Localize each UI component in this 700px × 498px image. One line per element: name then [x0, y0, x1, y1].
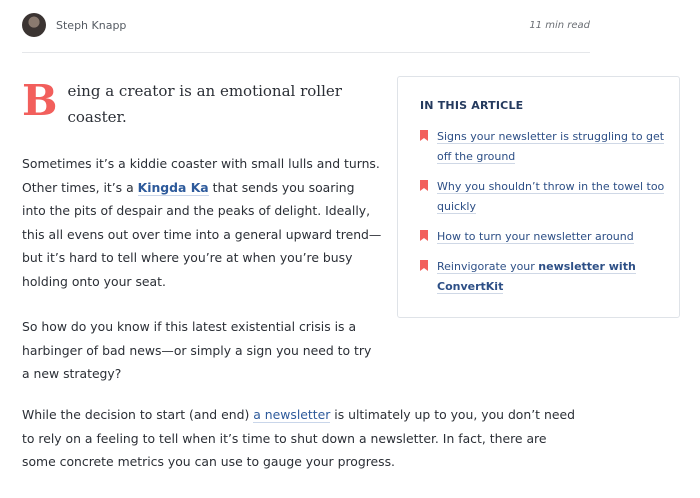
toc-item-label-bold[interactable]: newsletter with ConvertKit [437, 260, 636, 293]
table-of-contents [397, 76, 680, 318]
body-paragraph-2: So how do you know if this latest existential crisis is a harbinger of bad news—or simply a sign you need to try a new strategy? [22, 319, 372, 381]
toc-item-label[interactable]: Reinvigorate your [437, 260, 539, 273]
toc-item[interactable] [420, 227, 665, 247]
toc-item[interactable] [420, 127, 665, 167]
avatar[interactable] [22, 13, 46, 37]
bookmark-icon [420, 260, 428, 271]
read-time: 11 min read [529, 19, 590, 31]
toc-item[interactable] [420, 177, 665, 217]
toc-title: IN THIS ARTICLE [420, 99, 524, 112]
dropcap: B [22, 76, 58, 125]
lead-paragraph [22, 78, 372, 130]
toc-item[interactable] [420, 257, 665, 297]
bookmark-icon [420, 230, 428, 241]
bookmark-icon [420, 130, 428, 141]
toc-item-label[interactable]: Signs your newsletter is struggling to get off the ground [437, 130, 665, 163]
newsletter-link[interactable]: a newsletter [253, 407, 331, 422]
toc-list [420, 127, 665, 307]
toc-item-label[interactable]: Why you shouldn’t throw in the towel too quickly [437, 180, 665, 213]
body-paragraph-1 [22, 152, 382, 293]
lead-text: eing a creator is an emotional roller coaster. [67, 82, 342, 126]
author-name[interactable]: Steph Knapp [56, 18, 127, 32]
paragraph-text: Sometimes it’s a kiddie coaster with small lulls and turns. Other times, it’s a [22, 156, 380, 195]
paragraph-text: is ultimately up to you, you don’t need to rely on a feeling to tell when it’s time to shut down a newsletter. In fact, there are some concrete metrics you can use to gauge your progress. [22, 407, 575, 469]
bookmark-icon [420, 180, 428, 191]
kingda-ka-link[interactable]: Kingda Ka [137, 179, 209, 195]
author-row [22, 12, 590, 38]
paragraph-text: While the decision to start (and end) [22, 407, 254, 422]
paragraph-text: that sends you soaring into the pits of despair and the peaks of delight. Ideally, this all evens out over time into a general upward trend—but it’s hard to tell where you’re at when you’re busy holding onto your seat. [22, 179, 382, 289]
header-divider [22, 52, 590, 53]
body-paragraph-3 [22, 403, 582, 474]
toc-item-label[interactable]: How to turn your newsletter around [437, 230, 634, 243]
